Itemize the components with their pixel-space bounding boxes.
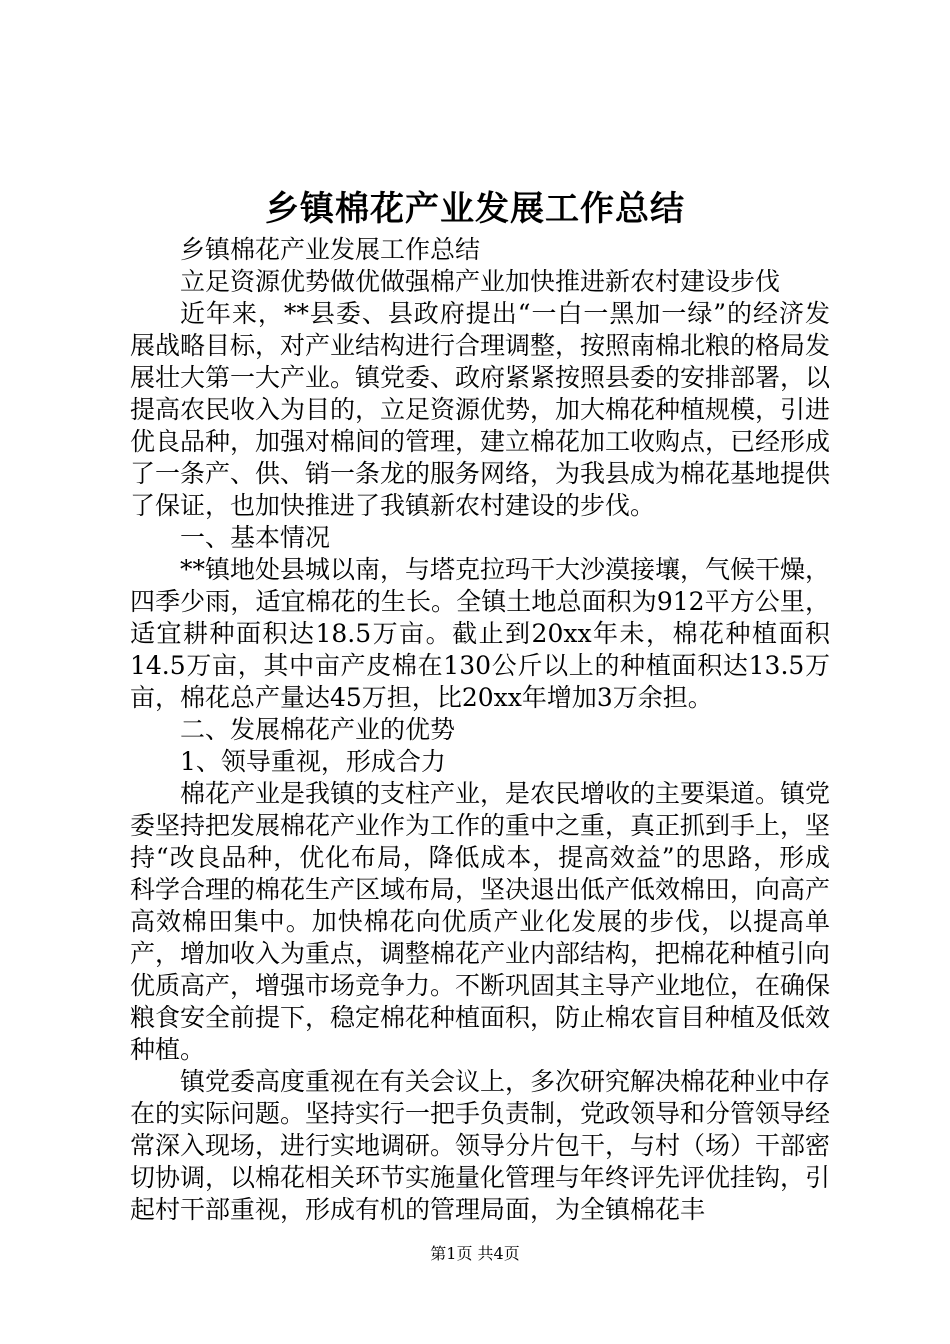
paragraph-headline: 立足资源优势做优做强棉产业加快推进新农村建设步伐 [180,267,781,296]
document-body [130,234,830,1226]
section-heading-advantages: 二、发展棉花产业的优势 [180,715,456,744]
paragraph-leadership: 棉花产业是我镇的支柱产业，是农民增收的主要渠道。镇党委坚持把发展棉花产业作为工作的重中之重，真正抓到手上，坚持“改良品种，优化布局，降低成本，提高效益”的思路，形成科学合理的棉花生产区域布局，坚决退出低产低效棉田，向高产高效棉田集中。加快棉花向优质产业化发展的步伐，以提高单产，增加收入为重点，调整棉花产业内部结构，把棉花种植引向优质高产，增强市场竞争力。不断巩固其主导产业地位，在确保粮食安全前提下，稳定棉花种植面积，防止棉农盲目种植及低效种植。 [130,779,831,1064]
paragraph-subtitle: 乡镇棉花产业发展工作总结 [180,235,481,264]
document-title: 乡镇棉花产业发展工作总结 [265,189,685,229]
paragraph-intro: 近年来，**县委、县政府提出“一白一黑加一绿”的经济发展战略目标，对产业结构进行合理调整，按照南棉北粮的格局发展壮大第一大产业。镇党委、政府紧紧按照县委的安排部署，以提高农民收入为目的，立足资源优势，加大棉花种植规模，引进优良品种，加强对棉间的管理，建立棉花加工收购点，已经形成了一条产、供、销一条龙的服务网络，为我县成为棉花基地提供了保证，也加快推进了我镇新农村建设的步伐。 [130,299,831,520]
subsection-heading-leadership: 1、领导重视，形成合力 [180,747,446,776]
page-footer: 第1页 共4页 [430,1244,520,1263]
section-heading-basic: 一、基本情况 [180,523,331,552]
paragraph-committee: 镇党委高度重视在有关会议上，多次研究解决棉花种业中存在的实际问题。坚持实行一把手负责制，党政领导和分管领导经常深入现场，进行实地调研。领导分片包干，与村（场）干部密切协调，以棉花相关环节实施量化管理与年终评先评优挂钩，引起村干部重视，形成有机的管理局面，为全镇棉花丰 [130,1067,831,1224]
paragraph-basic-info: **镇地处县城以南，与塔克拉玛干大沙漠接壤，气候干燥，四季少雨，适宜棉花的生长。全镇土地总面积为912平方公里，适宜耕种面积达18.5万亩。截止到20xx年未，棉花种植面积14.5万亩，其中亩产皮棉在130公斤以上的种植面积达13.5万亩，棉花总产量达45万担，比20xx年增加3万余担。 [130,555,831,712]
